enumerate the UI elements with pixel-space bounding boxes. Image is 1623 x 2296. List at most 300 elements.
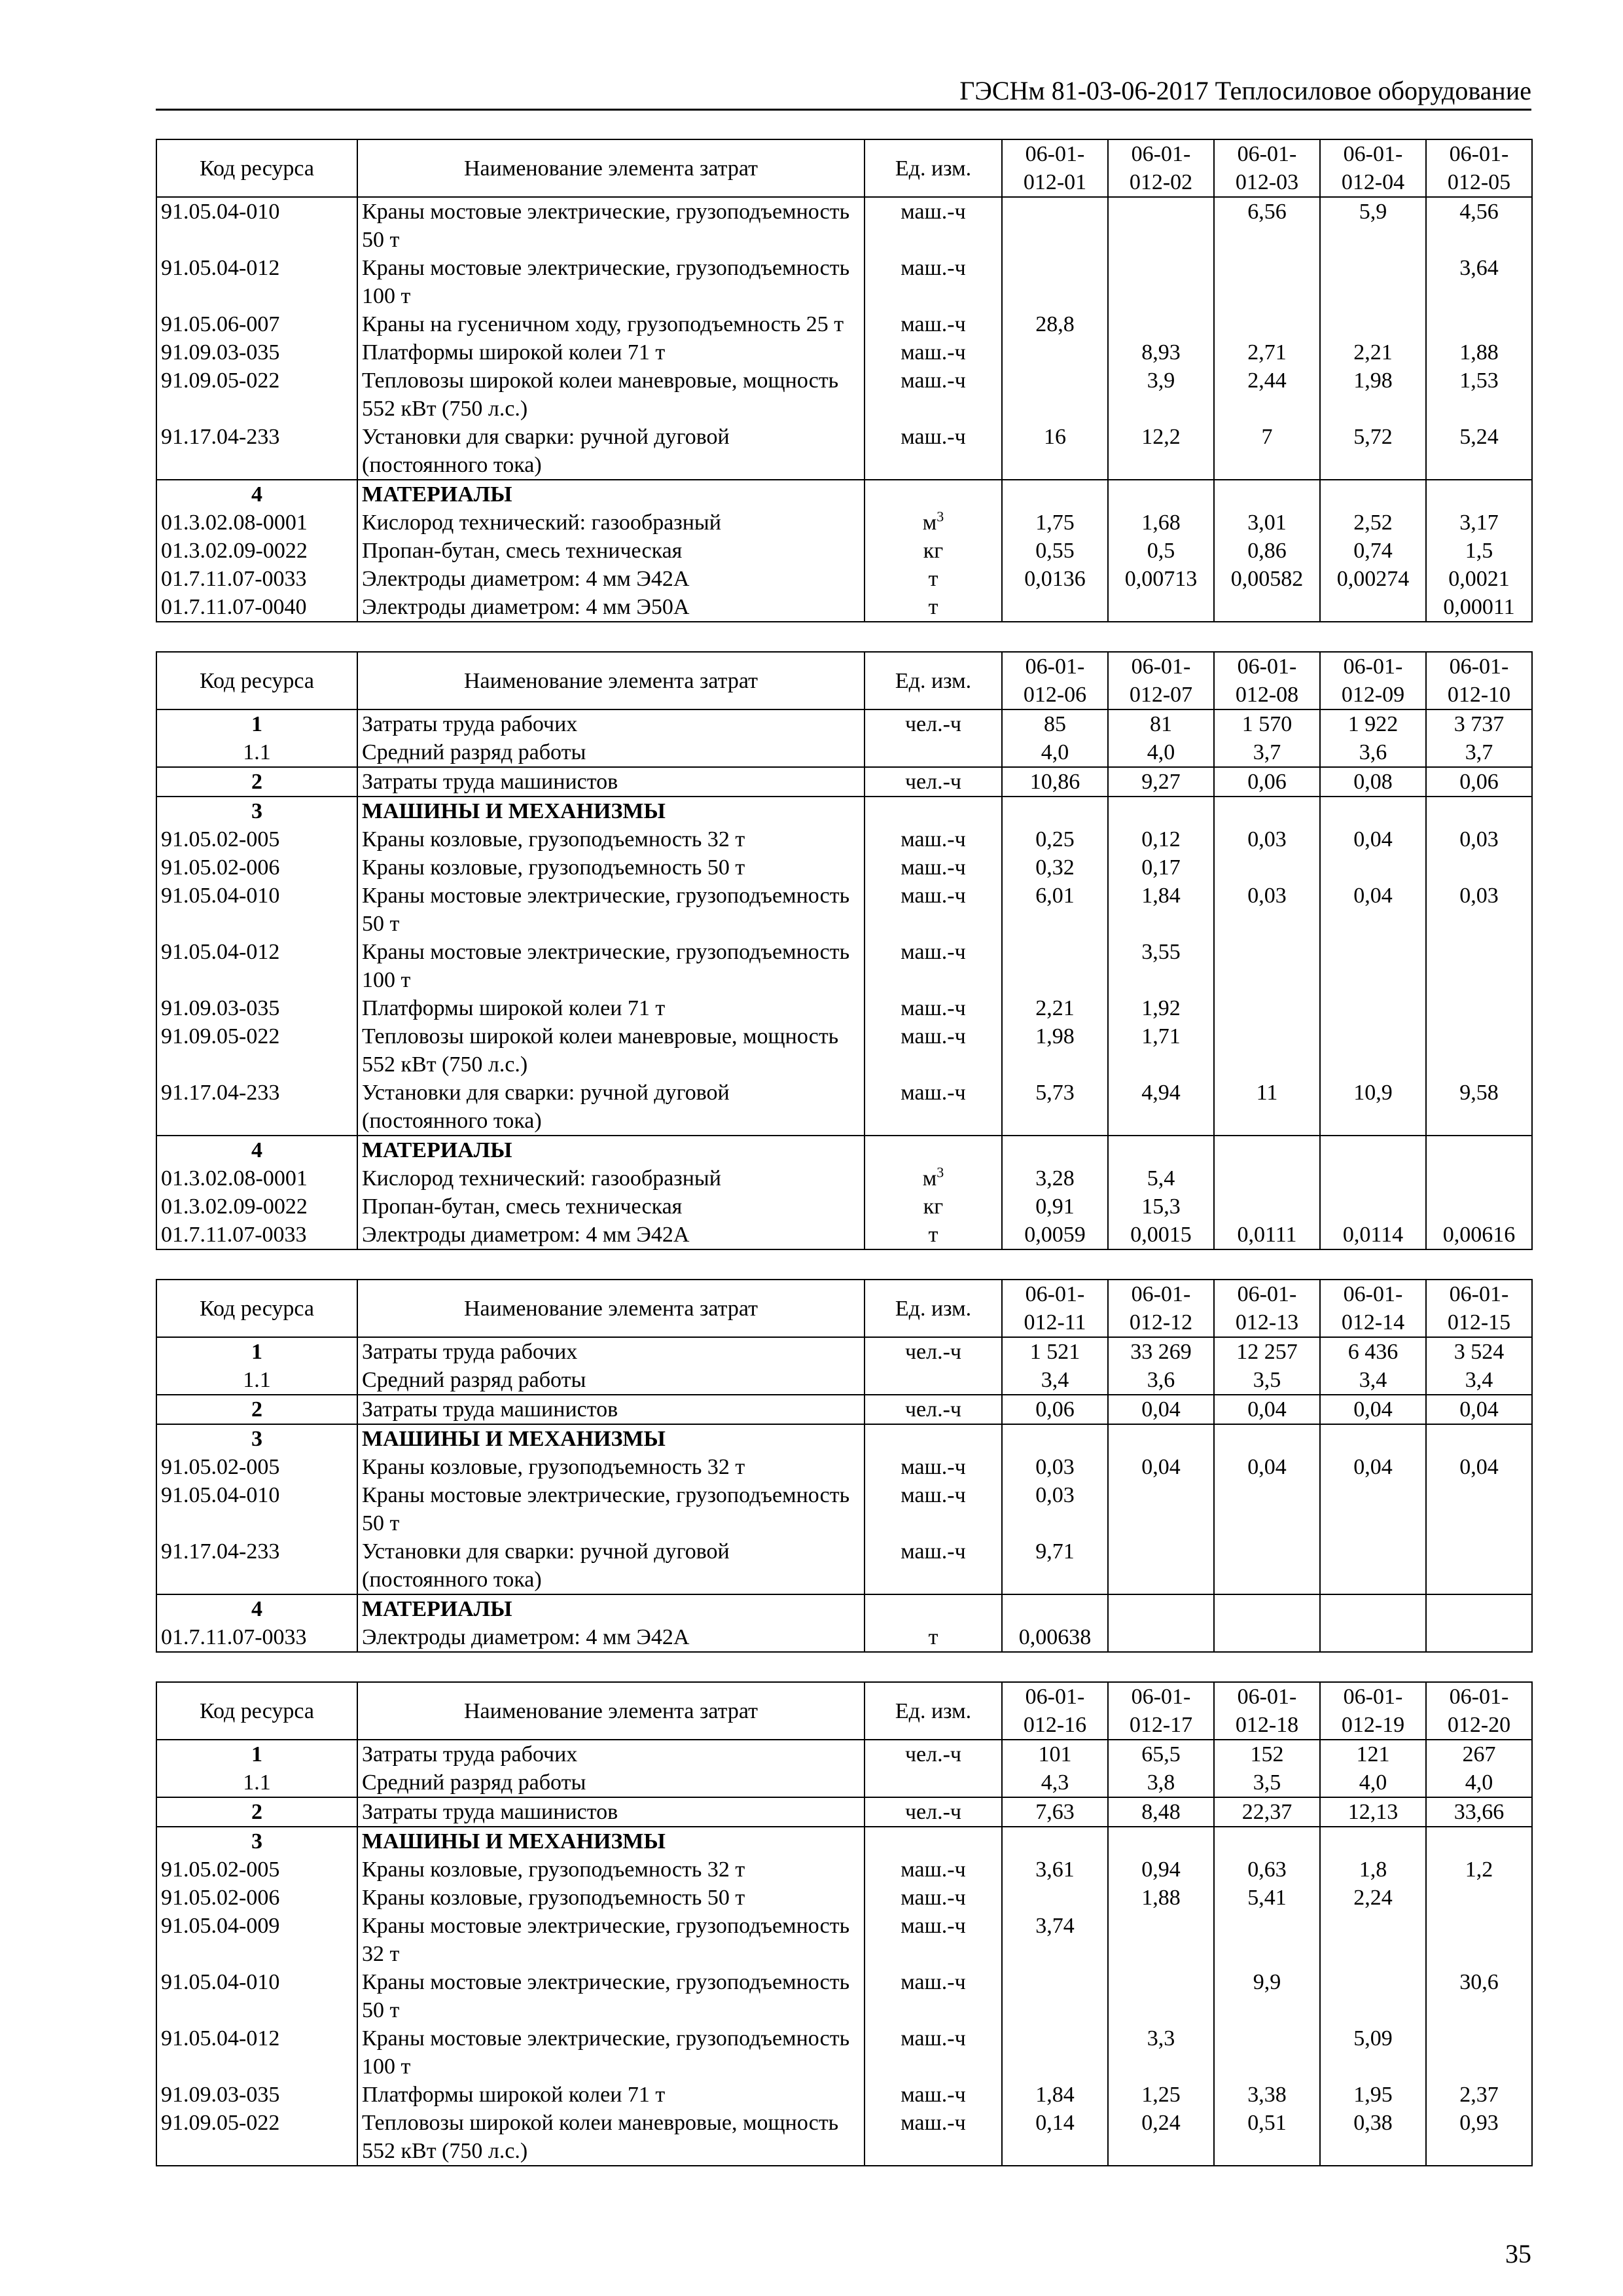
unit-label: чел.-ч bbox=[904, 712, 962, 736]
cost-table-2 bbox=[156, 651, 1533, 1250]
norm-value bbox=[1002, 1884, 1108, 1912]
unit-label: маш.-ч bbox=[901, 1539, 966, 1564]
norm-value: 0,04 bbox=[1214, 1395, 1320, 1424]
norm-value: 3,6 bbox=[1320, 738, 1426, 767]
resource-code: 1 bbox=[156, 709, 357, 738]
resource-name: Тепловозы широкой колеи маневровые, мощность 552 кВт (750 л.с.) bbox=[357, 367, 865, 423]
table-row bbox=[156, 994, 1532, 1022]
resource-code: 2 bbox=[156, 767, 357, 797]
norm-value: 0,93 bbox=[1426, 2109, 1532, 2166]
resource-unit bbox=[865, 1136, 1002, 1164]
resource-name: Краны козловые, грузоподъемность 50 т bbox=[357, 1884, 865, 1912]
norm-value: 4,0 bbox=[1426, 1768, 1532, 1797]
norm-value: 267 bbox=[1426, 1740, 1532, 1768]
norm-value: 1,95 bbox=[1320, 2081, 1426, 2109]
norm-value: 0,04 bbox=[1320, 882, 1426, 938]
resource-unit bbox=[865, 882, 1002, 938]
unit-label: маш.-ч bbox=[901, 996, 966, 1020]
unit-label: маш.-ч bbox=[901, 200, 966, 224]
resource-code: 01.7.11.07-0033 bbox=[156, 1221, 357, 1249]
unit-label: маш.-ч bbox=[901, 2026, 966, 2051]
unit-superscript: 3 bbox=[936, 1164, 944, 1181]
norm-value bbox=[1214, 480, 1320, 509]
norm-value: 2,21 bbox=[1002, 994, 1108, 1022]
norm-value bbox=[1214, 1537, 1320, 1594]
norm-value: 0,04 bbox=[1426, 1395, 1532, 1424]
table-row bbox=[156, 1740, 1532, 1768]
norm-value bbox=[1002, 1594, 1108, 1623]
norm-value: 3,4 bbox=[1320, 1366, 1426, 1395]
table-row bbox=[156, 537, 1532, 565]
norm-value bbox=[1426, 1827, 1532, 1856]
resource-code: 91.05.04-012 bbox=[156, 938, 357, 994]
table-row bbox=[156, 1022, 1532, 1079]
norm-value: 0,94 bbox=[1108, 1856, 1214, 1884]
norm-value bbox=[1426, 1884, 1532, 1912]
unit-label: маш.-ч bbox=[901, 1970, 966, 1994]
table-row bbox=[156, 310, 1532, 338]
norm-value bbox=[1108, 1912, 1214, 1968]
norm-value: 0,00638 bbox=[1002, 1623, 1108, 1652]
norm-value bbox=[1426, 310, 1532, 338]
column-header-norm: 06-01- 012-07 bbox=[1108, 652, 1214, 709]
table-row bbox=[156, 2024, 1532, 2081]
resource-name: Краны козловые, грузоподъемность 50 т bbox=[357, 853, 865, 882]
resource-unit bbox=[865, 310, 1002, 338]
unit-label: маш.-ч bbox=[901, 827, 966, 852]
resource-name: Кислород технический: газообразный bbox=[357, 1164, 865, 1193]
norm-value bbox=[1214, 1164, 1320, 1193]
resource-code: 01.7.11.07-0033 bbox=[156, 1623, 357, 1652]
norm-value bbox=[1214, 2024, 1320, 2081]
table-row bbox=[156, 1424, 1532, 1453]
resource-unit bbox=[865, 938, 1002, 994]
norm-value: 3,9 bbox=[1108, 367, 1214, 423]
norm-value: 0,04 bbox=[1320, 1395, 1426, 1424]
resource-name: Затраты труда машинистов bbox=[357, 1797, 865, 1827]
resource-name: Краны мостовые электрические, грузоподъемность 50 т bbox=[357, 1481, 865, 1537]
norm-value bbox=[1002, 593, 1108, 622]
norm-value bbox=[1214, 797, 1320, 825]
resource-code: 91.17.04-233 bbox=[156, 1079, 357, 1136]
norm-value: 3,7 bbox=[1214, 738, 1320, 767]
norm-value: 0,17 bbox=[1108, 853, 1214, 882]
norm-value: 9,27 bbox=[1108, 767, 1214, 797]
norm-value: 0,12 bbox=[1108, 825, 1214, 853]
resource-name: Затраты труда рабочих bbox=[357, 709, 865, 738]
norm-value bbox=[1320, 254, 1426, 310]
table-row bbox=[156, 338, 1532, 367]
resource-unit bbox=[865, 2081, 1002, 2109]
unit-label: т bbox=[928, 1223, 938, 1247]
norm-value bbox=[1320, 797, 1426, 825]
table-row bbox=[156, 480, 1532, 509]
norm-value bbox=[1214, 593, 1320, 622]
table-row bbox=[156, 1164, 1532, 1193]
cost-tables-container bbox=[156, 139, 1531, 2195]
unit-label: маш.-ч bbox=[901, 1024, 966, 1049]
norm-value: 4,56 bbox=[1426, 197, 1532, 254]
norm-value: 65,5 bbox=[1108, 1740, 1214, 1768]
norm-value bbox=[1320, 1912, 1426, 1968]
table-row bbox=[156, 853, 1532, 882]
norm-value bbox=[1320, 1623, 1426, 1652]
unit-label: маш.-ч bbox=[901, 855, 966, 880]
norm-value bbox=[1214, 1022, 1320, 1079]
norm-value: 1,98 bbox=[1320, 367, 1426, 423]
resource-code: 1.1 bbox=[156, 1366, 357, 1395]
table-row bbox=[156, 593, 1532, 622]
norm-value bbox=[1002, 197, 1108, 254]
column-header-norm: 06-01- 012-04 bbox=[1320, 139, 1426, 197]
norm-value bbox=[1002, 1424, 1108, 1453]
unit-label: маш.-ч bbox=[901, 1483, 966, 1507]
norm-value bbox=[1214, 1481, 1320, 1537]
resource-unit bbox=[865, 509, 1002, 537]
norm-value: 12 257 bbox=[1214, 1337, 1320, 1366]
norm-value bbox=[1426, 1537, 1532, 1594]
resource-code: 91.05.02-005 bbox=[156, 825, 357, 853]
norm-value: 0,03 bbox=[1214, 825, 1320, 853]
norm-value: 2,71 bbox=[1214, 338, 1320, 367]
resource-unit bbox=[865, 1912, 1002, 1968]
column-header-norm: 06-01- 012-12 bbox=[1108, 1280, 1214, 1337]
column-header-norm: 06-01- 012-02 bbox=[1108, 139, 1214, 197]
norm-value: 1,75 bbox=[1002, 509, 1108, 537]
norm-value: 1,68 bbox=[1108, 509, 1214, 537]
resource-code: 4 bbox=[156, 480, 357, 509]
norm-value: 15,3 bbox=[1108, 1193, 1214, 1221]
norm-value bbox=[1426, 797, 1532, 825]
table-row bbox=[156, 1768, 1532, 1797]
unit-label: маш.-ч bbox=[901, 940, 966, 964]
norm-value bbox=[1320, 310, 1426, 338]
table-row bbox=[156, 1395, 1532, 1424]
norm-value: 3,3 bbox=[1108, 2024, 1214, 2081]
table-row bbox=[156, 1193, 1532, 1221]
table-row bbox=[156, 1481, 1532, 1537]
norm-value: 0,24 bbox=[1108, 2109, 1214, 2166]
norm-value: 101 bbox=[1002, 1740, 1108, 1768]
norm-value bbox=[1320, 1827, 1426, 1856]
unit-label: чел.-ч bbox=[904, 1742, 962, 1767]
resource-unit bbox=[865, 1768, 1002, 1797]
resource-unit bbox=[865, 1797, 1002, 1827]
norm-value: 16 bbox=[1002, 423, 1108, 480]
norm-value: 0,63 bbox=[1214, 1856, 1320, 1884]
resource-unit bbox=[865, 1395, 1002, 1424]
column-header-norm: 06-01- 012-16 bbox=[1002, 1682, 1108, 1740]
norm-value bbox=[1002, 254, 1108, 310]
norm-value: 0,86 bbox=[1214, 537, 1320, 565]
table-header-row bbox=[156, 652, 1532, 709]
norm-value: 3,01 bbox=[1214, 509, 1320, 537]
norm-value: 5,4 bbox=[1108, 1164, 1214, 1193]
resource-code: 91.05.06-007 bbox=[156, 310, 357, 338]
norm-value: 1 570 bbox=[1214, 709, 1320, 738]
unit-label: кг bbox=[923, 539, 944, 563]
norm-value: 3 737 bbox=[1426, 709, 1532, 738]
unit-label: маш.-ч bbox=[901, 368, 966, 393]
norm-value: 0,03 bbox=[1002, 1481, 1108, 1537]
resource-name: МАТЕРИАЛЫ bbox=[357, 1136, 865, 1164]
norm-value: 0,5 bbox=[1108, 537, 1214, 565]
norm-value bbox=[1320, 853, 1426, 882]
table-row bbox=[156, 1366, 1532, 1395]
resource-code: 01.7.11.07-0040 bbox=[156, 593, 357, 622]
norm-value: 0,0111 bbox=[1214, 1221, 1320, 1249]
column-header-unit: Ед. изм. bbox=[865, 1682, 1002, 1740]
norm-value bbox=[1002, 797, 1108, 825]
norm-value: 2,37 bbox=[1426, 2081, 1532, 2109]
norm-value bbox=[1002, 338, 1108, 367]
resource-name: Краны мостовые электрические, грузоподъемность 50 т bbox=[357, 882, 865, 938]
unit-label: маш.-ч bbox=[901, 1886, 966, 1910]
norm-value bbox=[1426, 1193, 1532, 1221]
norm-value bbox=[1214, 1424, 1320, 1453]
resource-name: Платформы широкой колеи 71 т bbox=[357, 2081, 865, 2109]
unit-label: маш.-ч bbox=[901, 1455, 966, 1479]
resource-unit bbox=[865, 537, 1002, 565]
resource-name: Тепловозы широкой колеи маневровые, мощность 552 кВт (750 л.с.) bbox=[357, 2109, 865, 2166]
resource-unit bbox=[865, 338, 1002, 367]
norm-value bbox=[1426, 1164, 1532, 1193]
unit-superscript: 3 bbox=[936, 508, 944, 525]
resource-name: МАШИНЫ И МЕХАНИЗМЫ bbox=[357, 797, 865, 825]
norm-value bbox=[1426, 1912, 1532, 1968]
norm-value: 1,98 bbox=[1002, 1022, 1108, 1079]
resource-unit bbox=[865, 480, 1002, 509]
norm-value bbox=[1426, 938, 1532, 994]
norm-value: 3,4 bbox=[1002, 1366, 1108, 1395]
norm-value: 0,04 bbox=[1214, 1453, 1320, 1481]
column-header-norm: 06-01- 012-15 bbox=[1426, 1280, 1532, 1337]
resource-code: 01.3.02.09-0022 bbox=[156, 1193, 357, 1221]
resource-name: МАТЕРИАЛЫ bbox=[357, 480, 865, 509]
norm-value: 0,04 bbox=[1108, 1395, 1214, 1424]
norm-value: 1,2 bbox=[1426, 1856, 1532, 1884]
table-header-row bbox=[156, 139, 1532, 197]
norm-value bbox=[1320, 1481, 1426, 1537]
norm-value bbox=[1002, 480, 1108, 509]
resource-code: 91.05.04-010 bbox=[156, 882, 357, 938]
unit-label: маш.-ч bbox=[901, 425, 966, 449]
norm-value bbox=[1320, 1537, 1426, 1594]
norm-value bbox=[1108, 254, 1214, 310]
norm-value: 1,53 bbox=[1426, 367, 1532, 423]
column-header-norm: 06-01- 012-14 bbox=[1320, 1280, 1426, 1337]
norm-value: 81 bbox=[1108, 709, 1214, 738]
norm-value: 0,00616 bbox=[1426, 1221, 1532, 1249]
column-header-norm: 06-01- 012-17 bbox=[1108, 1682, 1214, 1740]
resource-code: 91.09.05-022 bbox=[156, 367, 357, 423]
resource-unit bbox=[865, 1424, 1002, 1453]
table-row bbox=[156, 1136, 1532, 1164]
norm-value: 3,74 bbox=[1002, 1912, 1108, 1968]
norm-value: 3,7 bbox=[1426, 738, 1532, 767]
resource-unit bbox=[865, 767, 1002, 797]
norm-value bbox=[1320, 1424, 1426, 1453]
table-row bbox=[156, 367, 1532, 423]
table-header-row bbox=[156, 1280, 1532, 1337]
norm-value bbox=[1108, 1424, 1214, 1453]
norm-value: 10,9 bbox=[1320, 1079, 1426, 1136]
norm-value: 7 bbox=[1214, 423, 1320, 480]
norm-value bbox=[1426, 2024, 1532, 2081]
column-header-unit: Ед. изм. bbox=[865, 1280, 1002, 1337]
column-header-name: Наименование элемента затрат bbox=[357, 1280, 865, 1337]
norm-value: 3 524 bbox=[1426, 1337, 1532, 1366]
norm-value bbox=[1320, 593, 1426, 622]
norm-value bbox=[1108, 1827, 1214, 1856]
norm-value: 5,72 bbox=[1320, 423, 1426, 480]
resource-unit bbox=[865, 1481, 1002, 1537]
column-header-code: Код ресурса bbox=[156, 1280, 357, 1337]
resource-name: МАШИНЫ И МЕХАНИЗМЫ bbox=[357, 1424, 865, 1453]
norm-value: 0,0021 bbox=[1426, 565, 1532, 593]
norm-value bbox=[1214, 853, 1320, 882]
norm-value: 0,91 bbox=[1002, 1193, 1108, 1221]
table-row bbox=[156, 254, 1532, 310]
unit-label: маш.-ч bbox=[901, 1857, 966, 1882]
norm-value: 1,84 bbox=[1108, 882, 1214, 938]
norm-value: 0,08 bbox=[1320, 767, 1426, 797]
norm-value: 3,38 bbox=[1214, 2081, 1320, 2109]
table-row bbox=[156, 1079, 1532, 1136]
resource-unit bbox=[865, 1079, 1002, 1136]
norm-value: 5,41 bbox=[1214, 1884, 1320, 1912]
resource-code: 01.3.02.08-0001 bbox=[156, 1164, 357, 1193]
resource-code: 91.09.03-035 bbox=[156, 2081, 357, 2109]
norm-value: 85 bbox=[1002, 709, 1108, 738]
resource-unit bbox=[865, 709, 1002, 738]
resource-name: Пропан-бутан, смесь техническая bbox=[357, 537, 865, 565]
table-row bbox=[156, 1594, 1532, 1623]
running-header bbox=[156, 72, 1531, 111]
page-number: 35 bbox=[1505, 2239, 1531, 2269]
norm-value: 0,03 bbox=[1426, 825, 1532, 853]
column-header-norm: 06-01- 012-13 bbox=[1214, 1280, 1320, 1337]
column-header-norm: 06-01- 012-06 bbox=[1002, 652, 1108, 709]
column-header-unit: Ед. изм. bbox=[865, 652, 1002, 709]
unit-label: чел.-ч bbox=[904, 1800, 962, 1824]
norm-value bbox=[1320, 1594, 1426, 1623]
norm-value: 9,9 bbox=[1214, 1968, 1320, 2024]
norm-value: 1,8 bbox=[1320, 1856, 1426, 1884]
column-header-name: Наименование элемента затрат bbox=[357, 652, 865, 709]
resource-name: Установки для сварки: ручной дуговой (постоянного тока) bbox=[357, 1079, 865, 1136]
norm-value bbox=[1108, 1968, 1214, 2024]
resource-unit bbox=[865, 1594, 1002, 1623]
norm-value: 4,3 bbox=[1002, 1768, 1108, 1797]
norm-value bbox=[1214, 1827, 1320, 1856]
resource-code: 2 bbox=[156, 1797, 357, 1827]
resource-unit bbox=[865, 738, 1002, 767]
resource-code: 91.05.02-005 bbox=[156, 1856, 357, 1884]
resource-code: 91.05.02-006 bbox=[156, 1884, 357, 1912]
resource-name: Краны мостовые электрические, грузоподъемность 100 т bbox=[357, 938, 865, 994]
norm-value bbox=[1108, 593, 1214, 622]
unit-label: чел.-ч bbox=[904, 770, 962, 794]
norm-value: 3,17 bbox=[1426, 509, 1532, 537]
resource-name: Платформы широкой колеи 71 т bbox=[357, 338, 865, 367]
table-row bbox=[156, 738, 1532, 767]
resource-code: 91.17.04-233 bbox=[156, 423, 357, 480]
norm-value bbox=[1002, 367, 1108, 423]
norm-value: 6,56 bbox=[1214, 197, 1320, 254]
resource-name: Краны мостовые электрические, грузоподъемность 50 т bbox=[357, 197, 865, 254]
table-row bbox=[156, 1537, 1532, 1594]
norm-value: 0,04 bbox=[1426, 1453, 1532, 1481]
cost-table-4 bbox=[156, 1681, 1533, 2166]
resource-name: Электроды диаметром: 4 мм Э42А bbox=[357, 1221, 865, 1249]
resource-code: 91.05.04-009 bbox=[156, 1912, 357, 1968]
cost-table-1 bbox=[156, 139, 1533, 622]
norm-value bbox=[1108, 197, 1214, 254]
resource-code: 4 bbox=[156, 1594, 357, 1623]
norm-value bbox=[1002, 1968, 1108, 2024]
norm-value: 0,06 bbox=[1214, 767, 1320, 797]
norm-value bbox=[1002, 2024, 1108, 2081]
table-row bbox=[156, 1856, 1532, 1884]
norm-value: 3,28 bbox=[1002, 1164, 1108, 1193]
resource-code: 91.17.04-233 bbox=[156, 1537, 357, 1594]
norm-value: 0,0015 bbox=[1108, 1221, 1214, 1249]
table-row bbox=[156, 709, 1532, 738]
norm-value: 1 922 bbox=[1320, 709, 1426, 738]
resource-code: 01.7.11.07-0033 bbox=[156, 565, 357, 593]
norm-value: 0,32 bbox=[1002, 853, 1108, 882]
norm-value: 3,6 bbox=[1108, 1366, 1214, 1395]
norm-value: 0,51 bbox=[1214, 2109, 1320, 2166]
norm-value bbox=[1214, 994, 1320, 1022]
resource-unit bbox=[865, 2024, 1002, 2081]
norm-value: 0,04 bbox=[1320, 825, 1426, 853]
norm-value: 1,88 bbox=[1108, 1884, 1214, 1912]
table-row bbox=[156, 1221, 1532, 1249]
norm-value: 0,03 bbox=[1426, 882, 1532, 938]
resource-name: Затраты труда рабочих bbox=[357, 1337, 865, 1366]
norm-value: 0,00713 bbox=[1108, 565, 1214, 593]
norm-value: 5,73 bbox=[1002, 1079, 1108, 1136]
norm-value: 3,5 bbox=[1214, 1768, 1320, 1797]
norm-value: 2,21 bbox=[1320, 338, 1426, 367]
table-row bbox=[156, 2081, 1532, 2109]
norm-value bbox=[1320, 1968, 1426, 2024]
column-header-norm: 06-01- 012-03 bbox=[1214, 139, 1320, 197]
unit-label: чел.-ч bbox=[904, 1340, 962, 1364]
norm-value bbox=[1214, 310, 1320, 338]
resource-name: Установки для сварки: ручной дуговой (постоянного тока) bbox=[357, 1537, 865, 1594]
resource-code: 91.05.04-012 bbox=[156, 2024, 357, 2081]
resource-unit bbox=[865, 367, 1002, 423]
resource-unit bbox=[865, 1884, 1002, 1912]
table-row bbox=[156, 825, 1532, 853]
norm-value: 8,48 bbox=[1108, 1797, 1214, 1827]
norm-value: 0,03 bbox=[1002, 1453, 1108, 1481]
resource-code: 1 bbox=[156, 1740, 357, 1768]
norm-value bbox=[1426, 1481, 1532, 1537]
resource-code: 1 bbox=[156, 1337, 357, 1366]
norm-value bbox=[1320, 1136, 1426, 1164]
resource-code: 4 bbox=[156, 1136, 357, 1164]
cost-table-3 bbox=[156, 1279, 1533, 1653]
resource-code: 91.05.02-005 bbox=[156, 1453, 357, 1481]
norm-value: 9,71 bbox=[1002, 1537, 1108, 1594]
resource-code: 3 bbox=[156, 1827, 357, 1856]
norm-value bbox=[1002, 1136, 1108, 1164]
norm-value bbox=[1426, 1594, 1532, 1623]
